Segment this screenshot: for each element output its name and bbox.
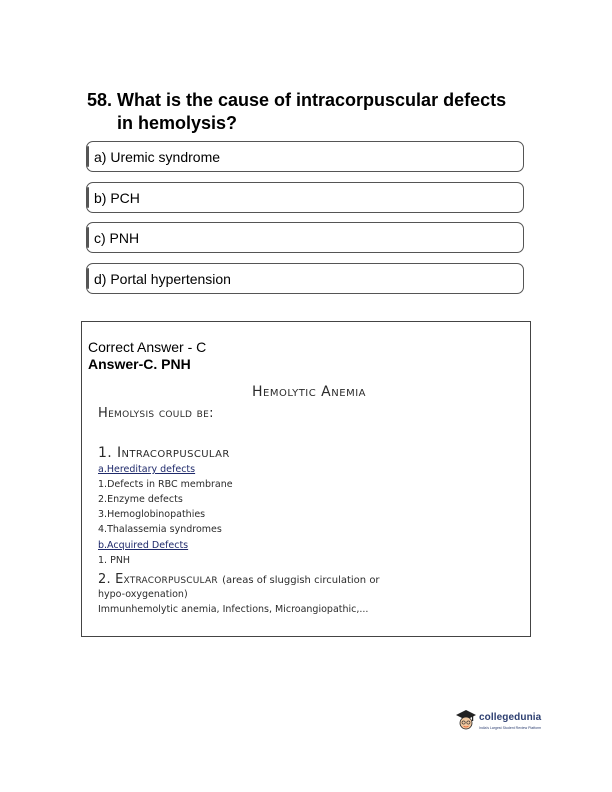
acquired-item: 1. PNH [98, 555, 131, 566]
logo-name: collegedunia [479, 712, 542, 723]
extracorpuscular-examples: Immunhemolytic anemia, Infections, Microangiopathic,... [98, 604, 369, 615]
hereditary-item: 4.Thalassemia syndromes [98, 524, 222, 535]
logo-tagline: India's Largest Student Review Platform [479, 726, 542, 730]
explanation-slide [94, 378, 524, 628]
intracorpuscular-heading: 1. Intracorpuscular [98, 445, 230, 461]
option-c-label: c) PNH [94, 229, 140, 246]
question [87, 89, 527, 135]
correct-answer: Correct Answer - C [88, 339, 207, 355]
answer-box [81, 321, 531, 637]
question-number: 58. [87, 90, 113, 110]
extracorpuscular-note: (areas of sluggish circulation or [222, 575, 380, 586]
answer-explanation: Answer-C. PNH [88, 356, 191, 372]
graduate-icon [455, 708, 477, 732]
option-c[interactable] [86, 222, 524, 253]
slide-title: Hemolytic Anemia [252, 384, 366, 400]
extracorpuscular-title: 2. Extracorpuscular [98, 572, 218, 587]
option-b[interactable] [86, 182, 524, 213]
acquired-heading: b.Acquired Defects [98, 540, 189, 551]
hereditary-heading: a.Hereditary defects [98, 464, 196, 475]
option-a-label: a) Uremic syndrome [94, 148, 221, 165]
hereditary-item: 3.Hemoglobinopathies [98, 509, 206, 520]
option-a[interactable] [86, 141, 524, 172]
hereditary-item: 2.Enzyme defects [98, 494, 183, 505]
slide-subtitle: Hemolysis could be: [98, 406, 214, 421]
extracorpuscular-note-cont: hypo-oxygenation) [98, 589, 188, 600]
option-d-label: d) Portal hypertension [94, 270, 231, 287]
collegedunia-logo [455, 706, 565, 736]
extracorpuscular-heading [98, 572, 380, 587]
option-b-label: b) PCH [94, 189, 140, 206]
hereditary-item: 1.Defects in RBC membrane [98, 479, 233, 490]
question-text: What is the cause of intracorpuscular defects in hemolysis? [117, 90, 507, 133]
option-d[interactable] [86, 263, 524, 294]
